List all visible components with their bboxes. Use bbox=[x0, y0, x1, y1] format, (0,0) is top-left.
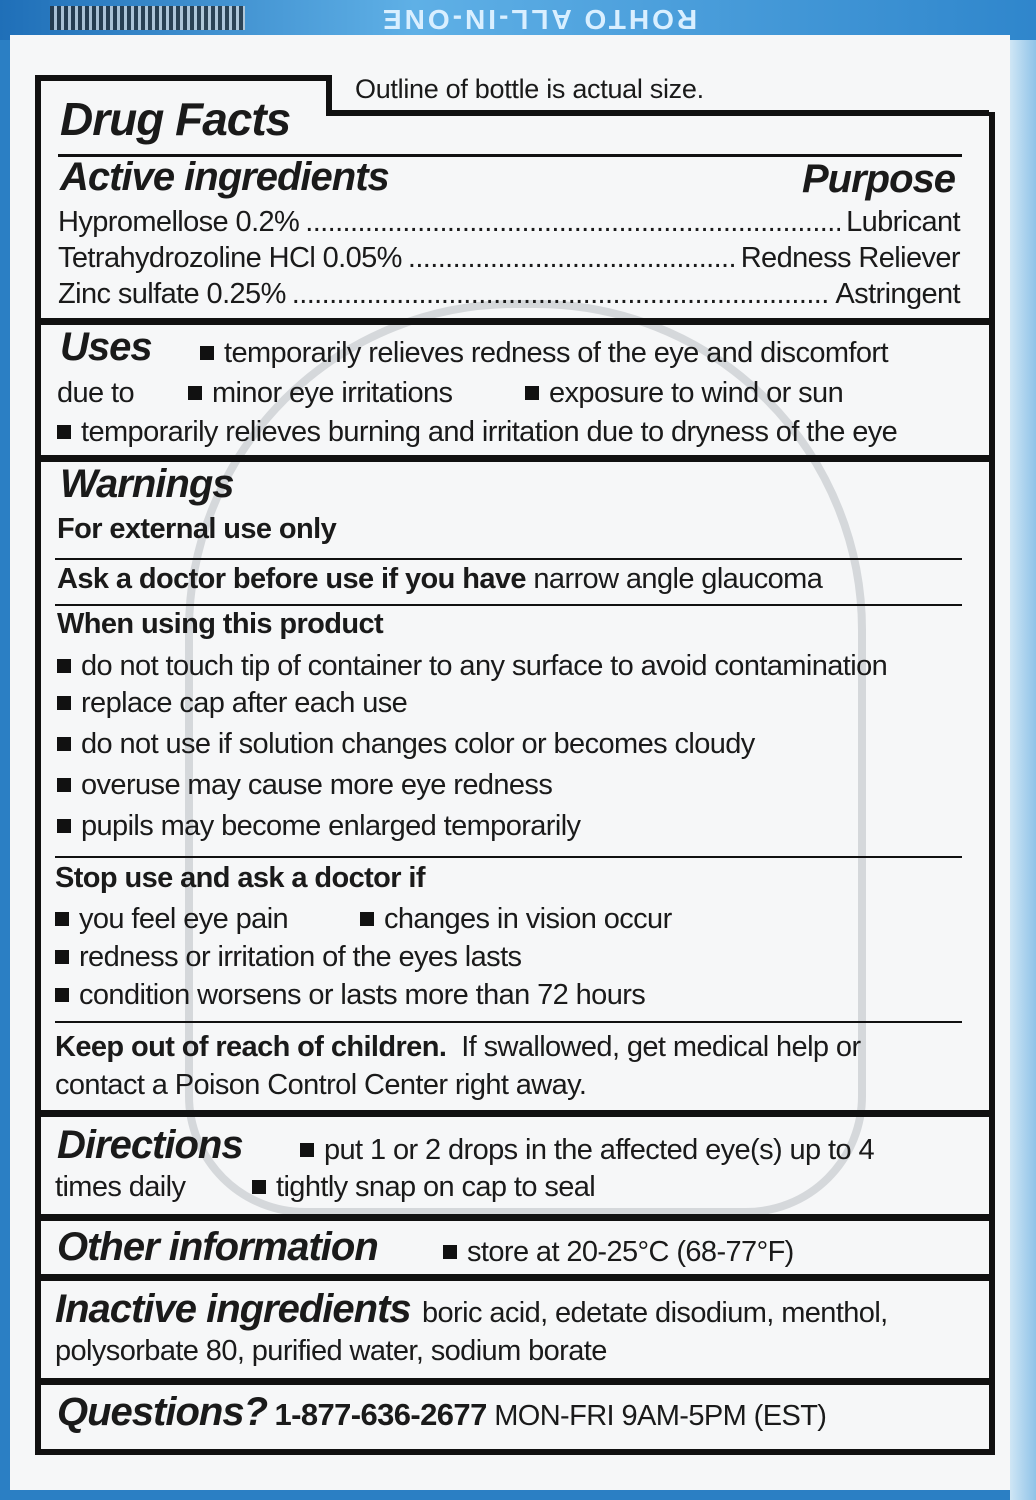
bullet-icon bbox=[188, 386, 202, 400]
bullet-icon bbox=[55, 988, 69, 1002]
when-item: replace cap after each use bbox=[81, 687, 408, 719]
bullet-icon bbox=[57, 425, 71, 439]
leader-dots bbox=[292, 278, 830, 311]
section-bar bbox=[35, 1274, 989, 1281]
section-bar bbox=[35, 455, 989, 462]
ingredient: Hypromellose 0.2% bbox=[58, 206, 300, 238]
warnings-heading: Warnings bbox=[60, 462, 234, 506]
when-item: pupils may become enlarged temporarily bbox=[81, 810, 581, 842]
directions-item: tightly snap on cap to seal bbox=[276, 1171, 596, 1203]
keep-out-text: If swallowed, get medical help or bbox=[461, 1031, 861, 1063]
stop-item: changes in vision occur bbox=[384, 903, 672, 935]
keep-out-label: Keep out of reach of children. bbox=[55, 1031, 447, 1063]
uses-item: temporarily relieves redness of the eye and discomfort bbox=[224, 337, 888, 369]
section-bar bbox=[35, 1110, 989, 1117]
stop-item: you feel eye pain bbox=[79, 903, 289, 935]
purpose: Redness Reliever bbox=[740, 242, 960, 274]
divider bbox=[55, 604, 962, 606]
divider bbox=[55, 856, 962, 858]
active-row bbox=[58, 206, 960, 239]
leader-dots bbox=[408, 242, 735, 275]
border bbox=[326, 75, 332, 115]
section-bar bbox=[35, 1214, 989, 1221]
bullet-icon bbox=[57, 778, 71, 792]
stop-item: redness or irritation of the eyes lasts bbox=[79, 941, 522, 973]
section-bar bbox=[35, 1378, 989, 1385]
uses-text: due to bbox=[57, 377, 135, 409]
purpose-heading: Purpose bbox=[802, 157, 956, 201]
purpose: Astringent bbox=[835, 278, 960, 310]
bullet-icon bbox=[57, 659, 71, 673]
border bbox=[35, 75, 330, 81]
package-top-band bbox=[0, 0, 1036, 40]
bullet-icon bbox=[525, 386, 539, 400]
when-item: do not use if solution changes color or becomes cloudy bbox=[81, 728, 755, 760]
divider bbox=[55, 558, 962, 560]
when-item: do not touch tip of container to any surface to avoid contamination bbox=[81, 650, 888, 682]
bullet-icon bbox=[57, 696, 71, 710]
bullet-icon bbox=[55, 912, 69, 926]
ingredient: Zinc sulfate 0.25% bbox=[58, 278, 286, 310]
active-row bbox=[58, 242, 960, 275]
keep-out-text: contact a Poison Control Center right away. bbox=[55, 1069, 587, 1101]
section-bar bbox=[35, 318, 989, 325]
uses-heading: Uses bbox=[60, 325, 152, 369]
uses-item: minor eye irritations bbox=[212, 377, 453, 409]
leader-dots bbox=[305, 206, 840, 239]
divider bbox=[55, 1021, 962, 1023]
active-heading: Active ingredients bbox=[60, 155, 389, 199]
directions-heading: Directions bbox=[57, 1123, 243, 1167]
inactive-text: boric acid, edetate disodium, menthol, bbox=[422, 1297, 888, 1329]
hours: MON-FRI 9AM-5PM (EST) bbox=[494, 1400, 827, 1432]
bullet-icon bbox=[300, 1143, 314, 1157]
when-using-heading: When using this product bbox=[57, 608, 384, 640]
barcode bbox=[50, 6, 245, 30]
ingredient: Tetrahydrozoline HCl 0.05% bbox=[58, 242, 402, 274]
brand-logo: ROHTO ALL-IN-ONE bbox=[380, 4, 698, 35]
bullet-icon bbox=[443, 1245, 457, 1259]
when-item: overuse may cause more eye redness bbox=[81, 769, 553, 801]
stop-item: condition worsens or lasts more than 72 hours bbox=[79, 979, 646, 1011]
border bbox=[35, 75, 41, 115]
external-use: For external use only bbox=[57, 513, 337, 545]
ask-doctor-label: Ask a doctor before use if you have bbox=[57, 563, 526, 595]
bullet-icon bbox=[57, 737, 71, 751]
outline-note: Outline of bottle is actual size. bbox=[355, 74, 704, 104]
active-row bbox=[58, 278, 960, 311]
uses-item: temporarily relieves burning and irritation due to dryness of the eye bbox=[81, 416, 898, 448]
directions-item: put 1 or 2 drops in the affected eye(s) up to 4 bbox=[324, 1134, 875, 1166]
bullet-icon bbox=[252, 1180, 266, 1194]
stop-use-heading: Stop use and ask a doctor if bbox=[55, 862, 425, 894]
package-side-edge bbox=[1010, 40, 1036, 1500]
other-info-heading: Other information bbox=[57, 1225, 378, 1269]
questions-heading: Questions? bbox=[57, 1390, 268, 1434]
bullet-icon bbox=[360, 912, 374, 926]
inactive-heading: Inactive ingredients bbox=[55, 1287, 411, 1331]
inactive-text: polysorbate 80, purified water, sodium borate bbox=[55, 1335, 607, 1367]
purpose: Lubricant bbox=[846, 206, 960, 238]
phone-number: 1-877-636-2677 bbox=[274, 1397, 487, 1432]
ask-doctor-text: narrow angle glaucoma bbox=[533, 563, 823, 595]
uses-item: exposure to wind or sun bbox=[549, 377, 844, 409]
bullet-icon bbox=[200, 346, 214, 360]
other-info-item: store at 20-25°C (68-77°F) bbox=[467, 1236, 794, 1268]
directions-text: times daily bbox=[55, 1171, 186, 1203]
drug-facts-title: Drug Facts bbox=[60, 93, 291, 145]
bullet-icon bbox=[55, 950, 69, 964]
bullet-icon bbox=[57, 819, 71, 833]
